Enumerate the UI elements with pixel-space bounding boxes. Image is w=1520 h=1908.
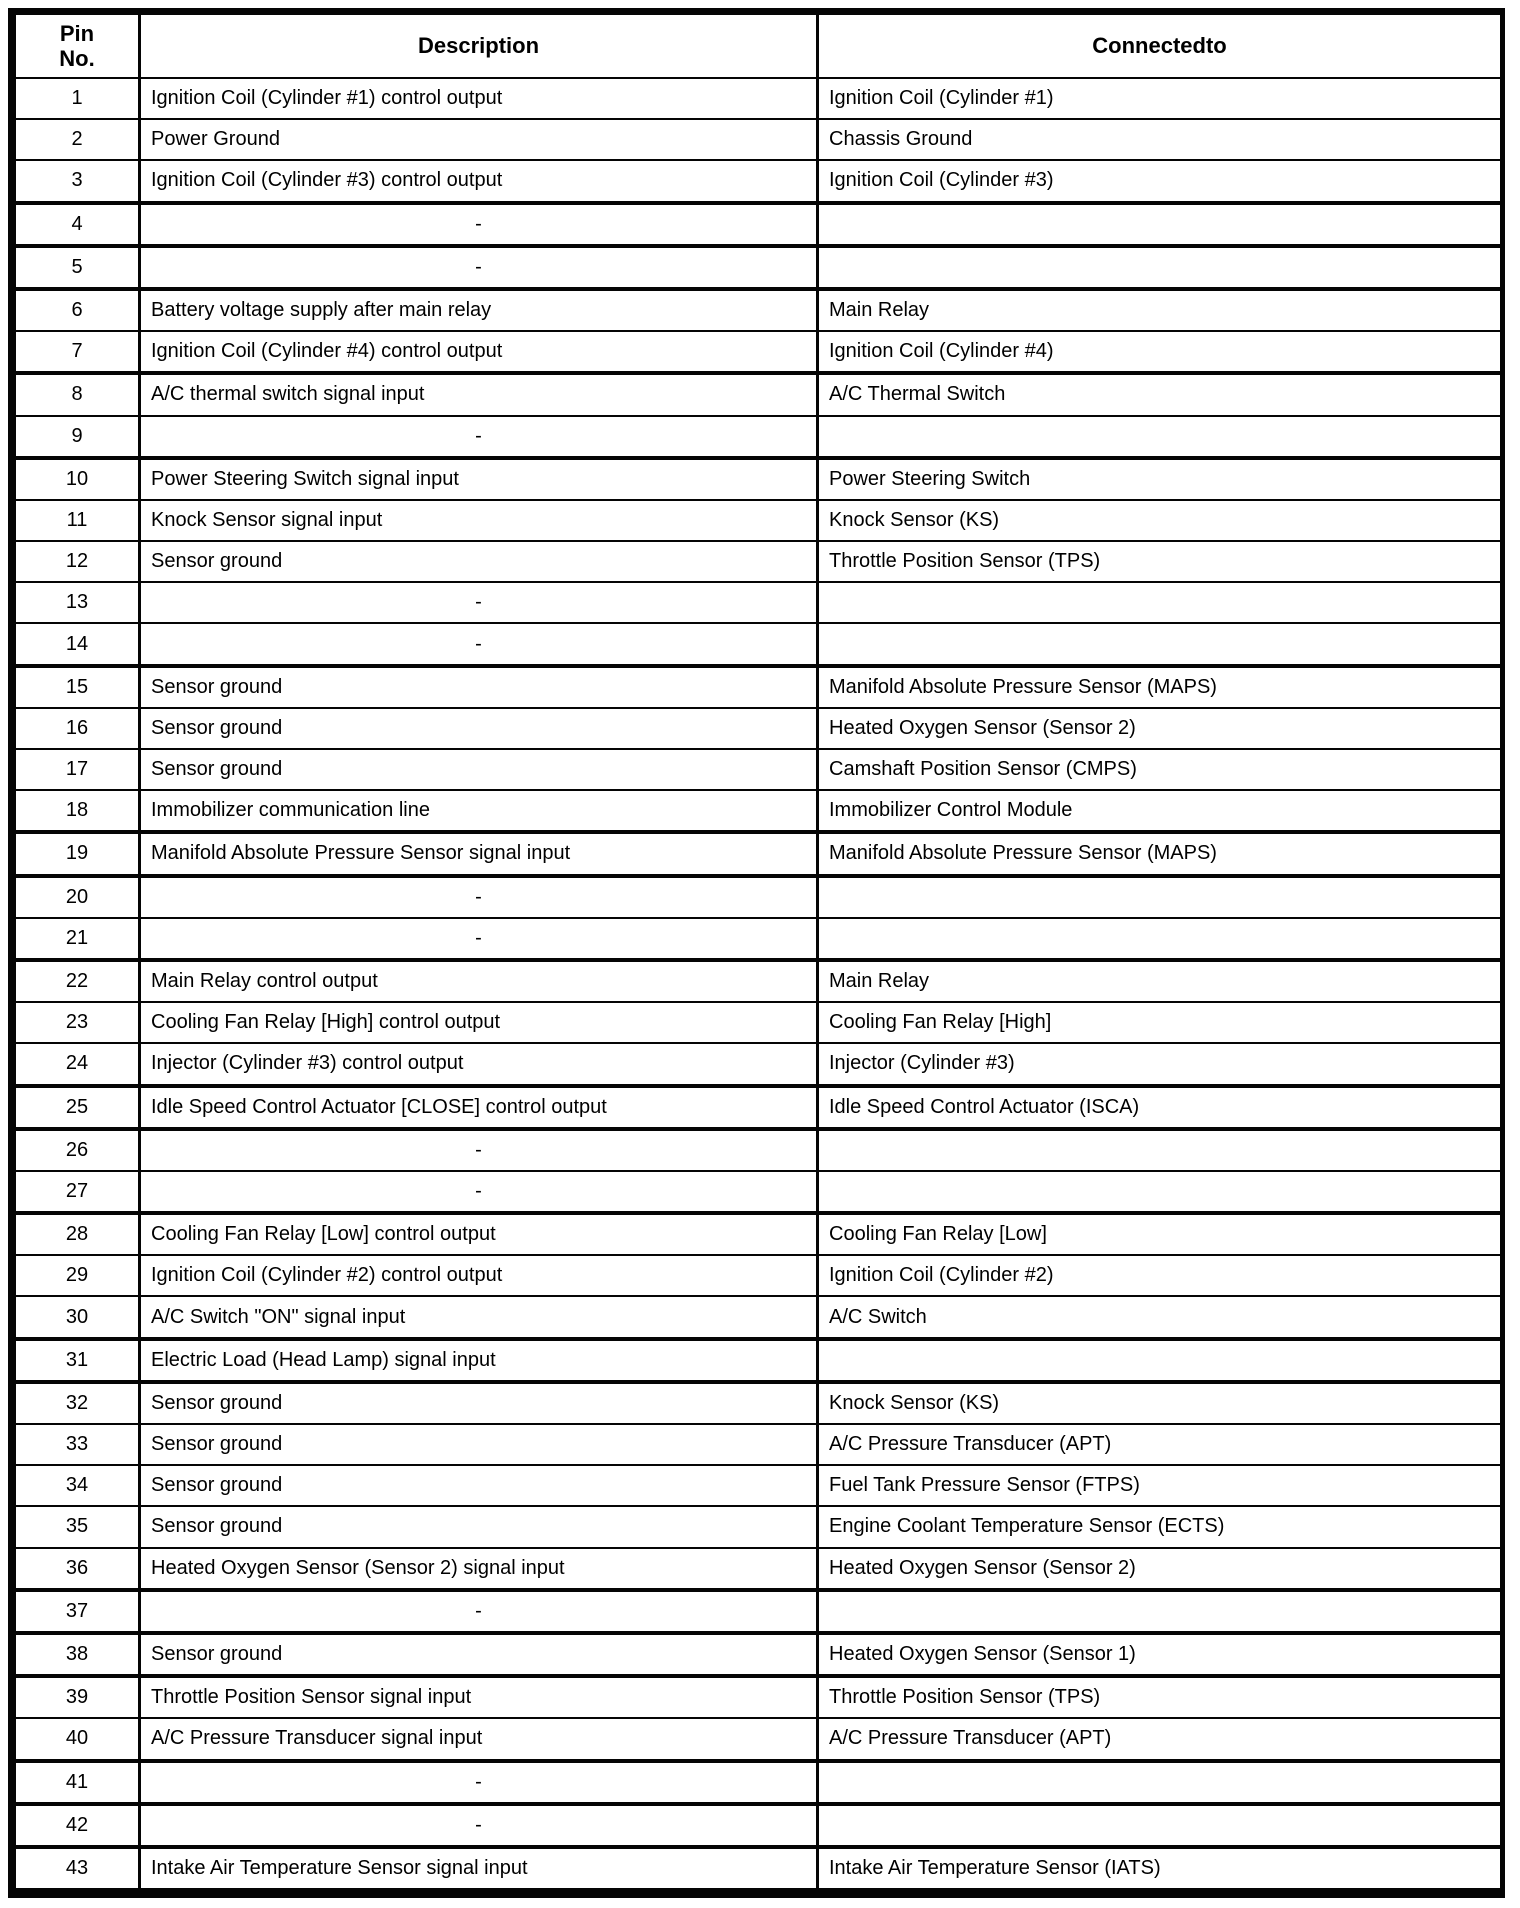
- description-cell: -: [141, 919, 819, 958]
- pin-cell: 11: [16, 501, 141, 540]
- connected-to-cell: [819, 417, 1500, 456]
- table-row: [16, 1295, 1500, 1336]
- connected-to-cell: [819, 624, 1500, 663]
- pin-cell: 7: [16, 332, 141, 371]
- description-cell: Immobilizer communication line: [141, 791, 819, 830]
- connected-to-cell: [819, 878, 1500, 917]
- connected-to-cell: Main Relay: [829, 299, 930, 322]
- pinout-table: [8, 8, 1505, 1898]
- pin-cell: 20: [16, 878, 141, 917]
- table-row: [16, 581, 1500, 622]
- description-cell: Electric Load (Head Lamp) signal input: [141, 1341, 819, 1380]
- header-pin-no-label: [59, 21, 94, 72]
- connected-to-cell: Cooling Fan Relay [Low]: [829, 1223, 1047, 1246]
- table-row: [16, 244, 1500, 287]
- connected-to-cell: Throttle Position Sensor (TPS): [829, 1686, 1101, 1709]
- description-cell: -: [141, 1592, 819, 1631]
- pin-cell: 10: [16, 460, 141, 499]
- description-cell: Main Relay control output: [141, 962, 819, 1001]
- connected-to-cell: Injector (Cylinder #3): [829, 1052, 1015, 1075]
- connected-to-cell: Heated Oxygen Sensor (Sensor 2): [829, 716, 1136, 739]
- table-row: [16, 664, 1500, 707]
- pin-cell: 12: [16, 542, 141, 581]
- description-cell: Sensor ground: [141, 1507, 819, 1546]
- table-row: [16, 1084, 1500, 1127]
- description-cell: Manifold Absolute Pressure Sensor signal input: [141, 834, 819, 873]
- pin-cell: 22: [16, 962, 141, 1001]
- table-row: [16, 830, 1500, 873]
- connected-to-cell: A/C Thermal Switch: [829, 383, 1006, 406]
- table-row: [16, 287, 1500, 330]
- description-cell: Sensor ground: [141, 1635, 819, 1674]
- pin-cell: 3: [16, 161, 141, 200]
- pin-cell: 14: [16, 624, 141, 663]
- pin-cell: 8: [16, 375, 141, 414]
- pin-cell: 38: [16, 1635, 141, 1674]
- connected-to-cell: [819, 248, 1500, 287]
- table-row: [16, 330, 1500, 371]
- pin-cell: 37: [16, 1592, 141, 1631]
- header-pin-line1: Pin: [59, 20, 95, 46]
- table-row: [16, 748, 1500, 789]
- description-cell: -: [141, 583, 819, 622]
- connected-to-cell: Immobilizer Control Module: [829, 799, 1073, 822]
- table-row: [16, 456, 1500, 499]
- connected-to-cell: [819, 205, 1500, 244]
- table-row: [16, 1588, 1500, 1631]
- connected-to-cell: Throttle Position Sensor (TPS): [829, 550, 1101, 573]
- table-row: [16, 118, 1500, 159]
- connected-to-cell: [819, 1592, 1500, 1631]
- pin-cell: 30: [16, 1297, 141, 1336]
- pin-cell: 29: [16, 1256, 141, 1295]
- header-pin-no: [16, 15, 141, 77]
- description-cell: Sensor ground: [141, 709, 819, 748]
- description-cell: Sensor ground: [141, 668, 819, 707]
- description-cell: Power Ground: [141, 120, 819, 159]
- pin-cell: 15: [16, 668, 141, 707]
- description-cell: Sensor ground: [141, 1425, 819, 1464]
- table-row: [16, 201, 1500, 244]
- description-cell: Ignition Coil (Cylinder #3) control output: [141, 161, 819, 200]
- connected-to-cell: A/C Pressure Transducer (APT): [829, 1727, 1112, 1750]
- connected-to-cell: A/C Pressure Transducer (APT): [829, 1433, 1112, 1456]
- pin-cell: 17: [16, 750, 141, 789]
- description-cell: -: [141, 1131, 819, 1170]
- description-cell: Heated Oxygen Sensor (Sensor 2) signal input: [141, 1549, 819, 1588]
- table-row: [16, 622, 1500, 663]
- table-row: [16, 1254, 1500, 1295]
- header-connected-to: Connectedto: [1092, 33, 1227, 59]
- pin-cell: 4: [16, 205, 141, 244]
- pin-cell: 16: [16, 709, 141, 748]
- table-row: [16, 789, 1500, 830]
- description-cell: Ignition Coil (Cylinder #1) control output: [141, 79, 819, 118]
- connected-to-cell: Fuel Tank Pressure Sensor (FTPS): [829, 1474, 1140, 1497]
- table-row: [16, 1505, 1500, 1546]
- connected-to-cell: A/C Switch: [829, 1305, 927, 1328]
- table-row: [16, 707, 1500, 748]
- table-row: [16, 1423, 1500, 1464]
- table-row: [16, 77, 1500, 118]
- connected-to-cell: Cooling Fan Relay [High]: [829, 1011, 1052, 1034]
- description-cell: Cooling Fan Relay [Low] control output: [141, 1215, 819, 1254]
- description-cell: Sensor ground: [141, 542, 819, 581]
- connected-to-cell: [819, 1131, 1500, 1170]
- description-cell: -: [141, 248, 819, 287]
- description-cell: -: [141, 878, 819, 917]
- connected-to-cell: Heated Oxygen Sensor (Sensor 2): [829, 1556, 1136, 1579]
- description-cell: -: [141, 624, 819, 663]
- pin-cell: 39: [16, 1678, 141, 1717]
- description-cell: Ignition Coil (Cylinder #2) control output: [141, 1256, 819, 1295]
- pin-cell: 32: [16, 1384, 141, 1423]
- connected-to-cell: Knock Sensor (KS): [829, 1391, 1000, 1414]
- pin-cell: 28: [16, 1215, 141, 1254]
- table-row: [16, 1337, 1500, 1380]
- description-cell: Idle Speed Control Actuator [CLOSE] control output: [141, 1088, 819, 1127]
- table-row: [16, 1802, 1500, 1845]
- description-cell: Ignition Coil (Cylinder #4) control output: [141, 332, 819, 371]
- table-header-row: [16, 15, 1500, 77]
- pin-cell: 1: [16, 79, 141, 118]
- pin-cell: 43: [16, 1849, 141, 1888]
- connected-to-cell: Ignition Coil (Cylinder #1): [829, 87, 1054, 110]
- pin-cell: 23: [16, 1003, 141, 1042]
- connected-to-cell: [819, 1806, 1500, 1845]
- description-cell: -: [141, 1763, 819, 1802]
- table-row: [16, 958, 1500, 1001]
- description-cell: A/C Pressure Transducer signal input: [141, 1719, 819, 1758]
- connected-to-cell: [819, 583, 1500, 622]
- description-cell: Intake Air Temperature Sensor signal input: [141, 1849, 819, 1888]
- pin-cell: 26: [16, 1131, 141, 1170]
- connected-to-cell: [819, 1763, 1500, 1802]
- pin-cell: 35: [16, 1507, 141, 1546]
- pin-cell: 33: [16, 1425, 141, 1464]
- header-description: Description: [141, 15, 819, 77]
- pin-cell: 21: [16, 919, 141, 958]
- pin-cell: 13: [16, 583, 141, 622]
- description-cell: -: [141, 417, 819, 456]
- pin-cell: 25: [16, 1088, 141, 1127]
- connected-to-cell: Intake Air Temperature Sensor (IATS): [829, 1856, 1161, 1879]
- pin-cell: 40: [16, 1719, 141, 1758]
- table-row: [16, 1547, 1500, 1588]
- description-cell: -: [141, 1172, 819, 1211]
- connected-to-cell: Ignition Coil (Cylinder #3): [829, 169, 1054, 192]
- connected-to-cell: Idle Speed Control Actuator (ISCA): [829, 1095, 1140, 1118]
- header-pin-line2: No.: [59, 46, 95, 71]
- pin-cell: 6: [16, 291, 141, 330]
- connected-to-cell: Ignition Coil (Cylinder #2): [829, 1264, 1054, 1287]
- table-row: [16, 499, 1500, 540]
- description-cell: Sensor ground: [141, 1466, 819, 1505]
- connected-to-cell: [819, 919, 1500, 958]
- description-cell: -: [141, 1806, 819, 1845]
- table-row: [16, 1127, 1500, 1170]
- description-cell: Power Steering Switch signal input: [141, 460, 819, 499]
- pin-cell: 2: [16, 120, 141, 159]
- connected-to-cell: Camshaft Position Sensor (CMPS): [829, 758, 1137, 781]
- description-cell: Injector (Cylinder #3) control output: [141, 1044, 819, 1083]
- connected-to-cell: Ignition Coil (Cylinder #4): [829, 340, 1054, 363]
- table-row: [16, 1845, 1500, 1888]
- description-cell: A/C Switch "ON" signal input: [141, 1297, 819, 1336]
- description-cell: Cooling Fan Relay [High] control output: [141, 1003, 819, 1042]
- pin-cell: 18: [16, 791, 141, 830]
- description-cell: -: [141, 205, 819, 244]
- connected-to-cell: Power Steering Switch: [829, 467, 1031, 490]
- pin-cell: 34: [16, 1466, 141, 1505]
- pin-cell: 41: [16, 1763, 141, 1802]
- description-cell: Sensor ground: [141, 1384, 819, 1423]
- table-row: [16, 415, 1500, 456]
- table-row: [16, 1380, 1500, 1423]
- pin-cell: 9: [16, 417, 141, 456]
- connected-to-cell: Knock Sensor (KS): [829, 508, 1000, 531]
- table-row: [16, 540, 1500, 581]
- pin-cell: 42: [16, 1806, 141, 1845]
- pin-cell: 36: [16, 1549, 141, 1588]
- description-cell: Battery voltage supply after main relay: [141, 291, 819, 330]
- table-row: [16, 159, 1500, 200]
- table-row: [16, 371, 1500, 414]
- connected-to-cell: [819, 1172, 1500, 1211]
- table-row: [16, 874, 1500, 917]
- connected-to-cell: Heated Oxygen Sensor (Sensor 1): [829, 1643, 1136, 1666]
- table-row: [16, 1211, 1500, 1254]
- table-row: [16, 1170, 1500, 1211]
- description-cell: Knock Sensor signal input: [141, 501, 819, 540]
- table-row: [16, 1464, 1500, 1505]
- connected-to-cell: Engine Coolant Temperature Sensor (ECTS): [829, 1515, 1225, 1538]
- connected-to-cell: [819, 1341, 1500, 1380]
- pin-cell: 19: [16, 834, 141, 873]
- description-cell: Throttle Position Sensor signal input: [141, 1678, 819, 1717]
- description-cell: Sensor ground: [141, 750, 819, 789]
- table-row: [16, 917, 1500, 958]
- connected-to-cell: Main Relay: [829, 970, 930, 993]
- table-row: [16, 1717, 1500, 1758]
- connected-to-cell: Manifold Absolute Pressure Sensor (MAPS): [829, 842, 1217, 865]
- table-row: [16, 1759, 1500, 1802]
- description-cell: A/C thermal switch signal input: [141, 375, 819, 414]
- table-body: [16, 77, 1500, 1888]
- table-row: [16, 1674, 1500, 1717]
- pin-cell: 24: [16, 1044, 141, 1083]
- connected-to-cell: Manifold Absolute Pressure Sensor (MAPS): [829, 675, 1217, 698]
- connected-to-cell: Chassis Ground: [829, 128, 973, 151]
- pin-cell: 5: [16, 248, 141, 287]
- pin-cell: 27: [16, 1172, 141, 1211]
- table-row: [16, 1001, 1500, 1042]
- table-row: [16, 1042, 1500, 1083]
- pin-cell: 31: [16, 1341, 141, 1380]
- table-row: [16, 1631, 1500, 1674]
